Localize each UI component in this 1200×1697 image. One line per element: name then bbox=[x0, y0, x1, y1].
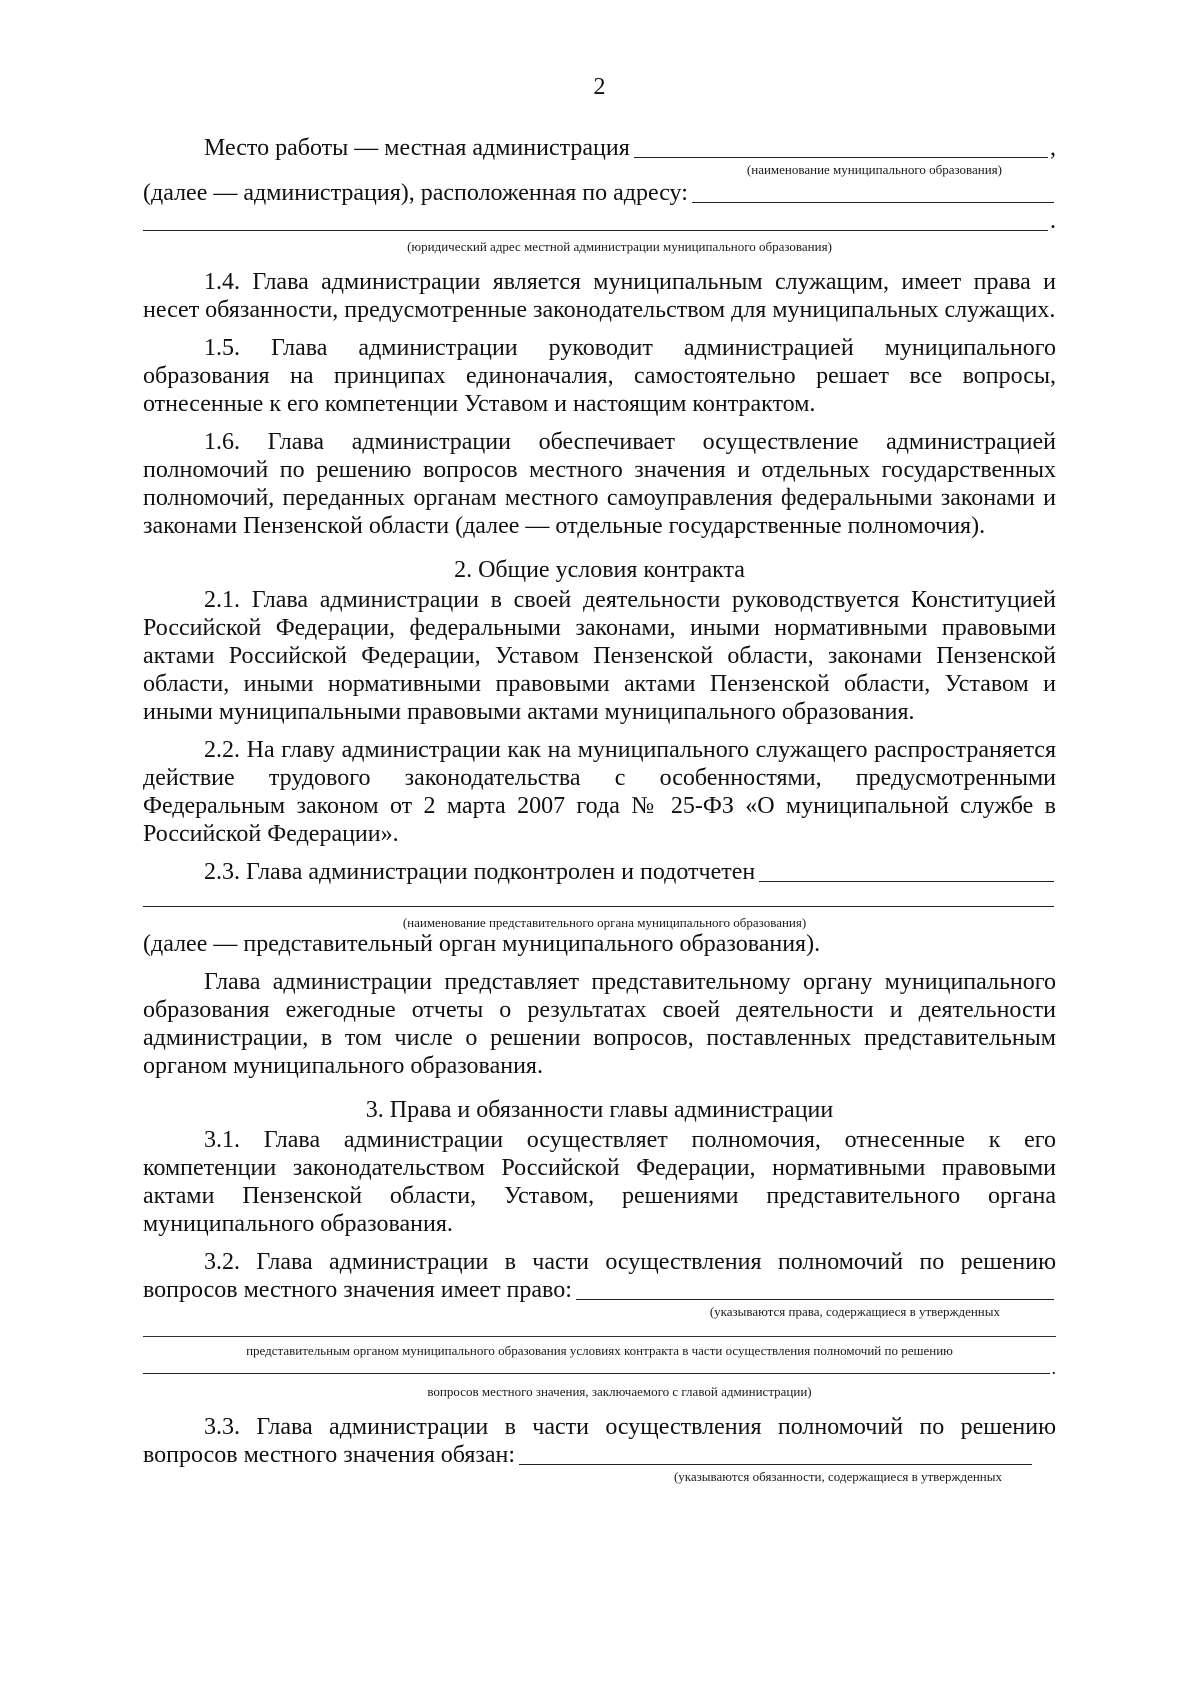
section-heading-2: 2. Общие условия контракта bbox=[454, 557, 745, 583]
rights-note-3: вопросов местного значения, заключаемого с главой администрации) bbox=[427, 1384, 812, 1399]
paragraph-2-2: 2.2. На главу администрации как на муниципального служащего распространяется действие трудового законодательства с особенностями, предусмотренными Федеральным законом от 2 марта 2007 года № 25-ФЗ «О муниципальной службе в Российской Федерации». bbox=[143, 737, 1056, 847]
rights-note-2: представительным органом муниципального образования условиях контракта в части осуществления полномочий по решению bbox=[246, 1343, 953, 1358]
duties-label: вопросов местного значения обязан: bbox=[143, 1442, 516, 1468]
paragraph-3-2-line-1: 3.2. Глава администрации в части осуществления полномочий по решению bbox=[204, 1249, 1056, 1275]
paragraph-3-2-line-2 bbox=[143, 1276, 1056, 1304]
rights-line-3 bbox=[143, 1358, 1056, 1378]
comma: , bbox=[1050, 135, 1056, 161]
paragraph-1-4: 1.4. Глава администрации является муниципальным служащим, имеет права и несет обязанности, предусмотренные законодательством для муниципальных служащих. bbox=[143, 269, 1056, 323]
page-number: 2 bbox=[593, 74, 606, 100]
representative-body-note: (наименование представительного органа муниципального образования) bbox=[402, 915, 807, 930]
workplace-block bbox=[143, 134, 1056, 254]
municipality-name-note: (наименование муниципального образования) bbox=[746, 162, 1002, 177]
period: . bbox=[1050, 208, 1056, 234]
subordination-label: 2.3. Глава администрации подконтролен и подотчетен bbox=[204, 859, 756, 885]
paragraph-3-3-line-2 bbox=[143, 1441, 1056, 1469]
paragraph-3-2 bbox=[143, 1248, 1056, 1399]
representative-body-blank[interactable] bbox=[759, 861, 1054, 882]
municipality-name-blank[interactable] bbox=[634, 137, 1048, 158]
paragraph-3-3-line-1: 3.3. Глава администрации в части осуществления полномочий по решению bbox=[204, 1414, 1056, 1440]
paragraph-2-3-continuation: (далее — представительный орган муниципального образования). bbox=[143, 931, 821, 957]
paragraph-2-1: 2.1. Глава администрации в своей деятельности руководствуется Конституцией Российской Федерации, федеральными законами, иными нормативными правовыми актами Российской Федерации, Уставом Пензенской области, законами Пензенской области, иными нормативными правовыми актами Пензенской области, Уставом и иными муниципальными правовыми актами муниципального образования. bbox=[143, 587, 1056, 725]
duties-note-1: (указываются обязанности, содержащиеся в утвержденных bbox=[673, 1469, 1002, 1484]
workplace-line-2 bbox=[143, 179, 1056, 207]
workplace-line-3 bbox=[143, 207, 1056, 235]
paragraph-2-3-line-1 bbox=[143, 858, 1056, 886]
address-note: (юридический адрес местной администрации муниципального образования) bbox=[407, 239, 832, 254]
paragraph-2-3-line-2 bbox=[143, 886, 1056, 911]
paragraph-3-3 bbox=[143, 1413, 1056, 1484]
address-label: (далее — администрация), расположенная по адресу: bbox=[143, 180, 688, 206]
workplace-label: Место работы — местная администрация bbox=[204, 135, 630, 161]
address-blank-2[interactable] bbox=[143, 210, 1048, 231]
rights-blank[interactable] bbox=[576, 1279, 1054, 1300]
rights-blank-line-2[interactable] bbox=[143, 1335, 1056, 1337]
representative-body-blank-2[interactable] bbox=[143, 886, 1054, 907]
duties-blank[interactable] bbox=[519, 1444, 1032, 1465]
paragraph-1-6: 1.6. Глава администрации обеспечивает осуществление администрацией полномочий по решению вопросов местного значения и отдельных государственных полномочий, переданных органам местного самоуправления федеральными законами и законами Пензенской области (далее — отдельные государственные полномочия). bbox=[143, 429, 1056, 539]
period-2: . bbox=[1051, 1358, 1056, 1378]
address-blank[interactable] bbox=[692, 182, 1054, 203]
paragraph-2-3 bbox=[143, 858, 1056, 958]
rights-note-1: (указываются права, содержащиеся в утвержденных bbox=[709, 1304, 1000, 1319]
workplace-line-1 bbox=[143, 134, 1056, 162]
paragraph-3-1: 3.1. Глава администрации осуществляет полномочия, отнесенные к его компетенции законодательством Российской Федерации, нормативными правовыми актами Пензенской области, Уставом, решениями представительного органа муниципального образования. bbox=[143, 1127, 1056, 1237]
paragraph-1-5: 1.5. Глава администрации руководит администрацией муниципального образования на принципах единоначалия, самостоятельно решает все вопросы, отнесенные к его компетенции Уставом и настоящим контрактом. bbox=[143, 335, 1056, 417]
rights-label: вопросов местного значения имеет право: bbox=[143, 1277, 572, 1303]
paragraph-2-3-reports: Глава администрации представляет представительному органу муниципального образования ежегодные отчеты о результатах своей деятельности и деятельности администрации, в том числе о решении вопросов, поставленных представительным органом муниципального образования. bbox=[143, 969, 1056, 1079]
rights-blank-3[interactable] bbox=[143, 1363, 1050, 1374]
section-heading-3: 3. Права и обязанности главы администрации bbox=[365, 1097, 834, 1123]
